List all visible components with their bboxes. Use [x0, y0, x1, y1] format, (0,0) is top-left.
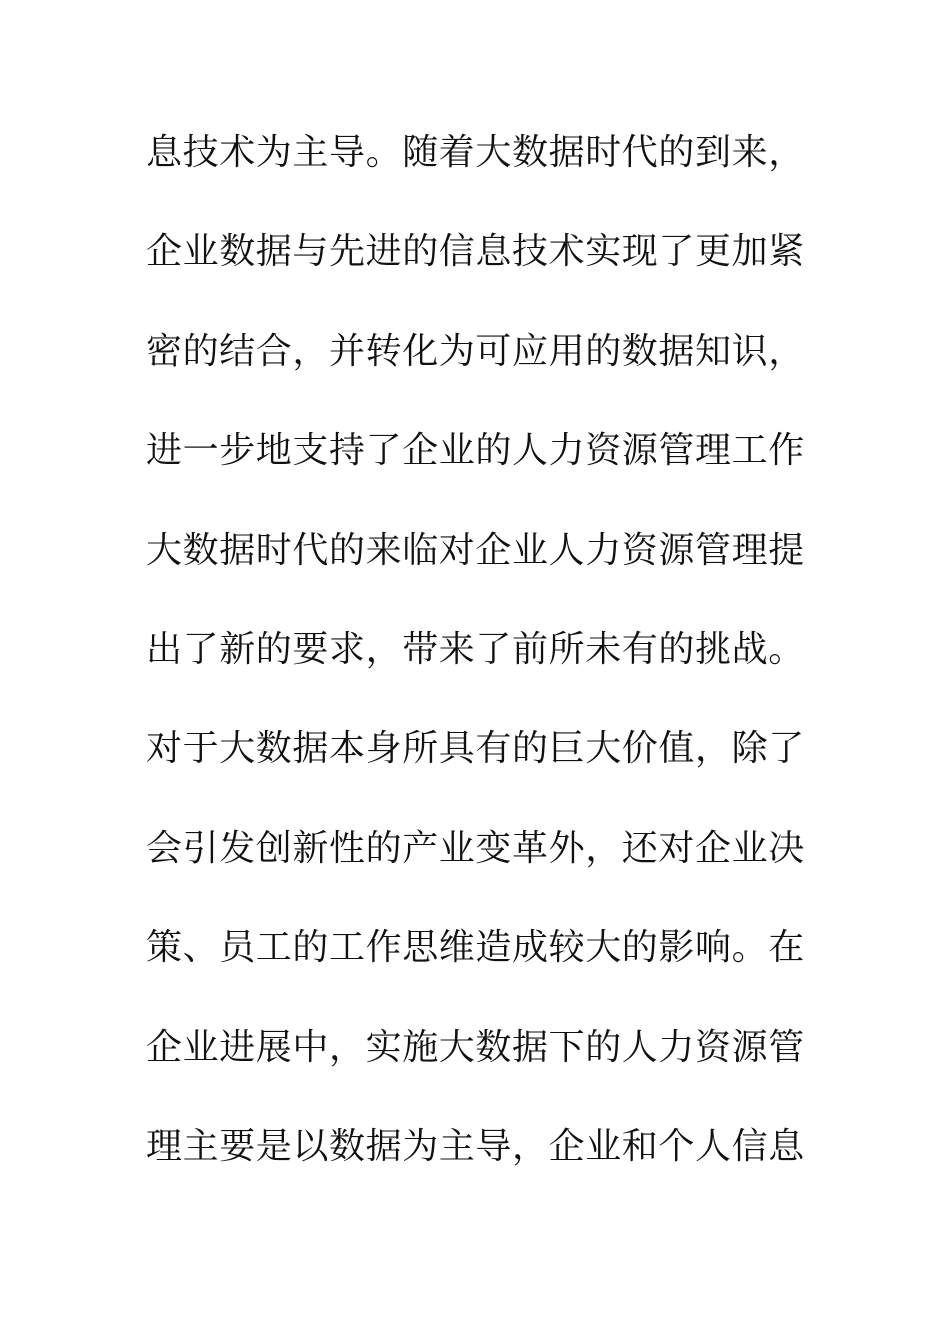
text-line: 理主要是以数据为主导，企业和个人信息 [146, 1125, 805, 1167]
text-line: 息技术为主导。随着大数据时代的到来， [146, 132, 805, 173]
text-line: 企业数据与先进的信息技术实现了更加紧 [146, 231, 805, 273]
text-line: 出了新的要求，带来了前所未有的挑战。 [146, 628, 805, 670]
text-line: 密的结合，并转化为可应用的数据知识， [146, 330, 805, 372]
text-line: 企业进展中，实施大数据下的人力资源管 [146, 1026, 805, 1068]
body-text [146, 123, 826, 1216]
text-line: 会引发创新性的产业变革外，还对企业决 [146, 827, 805, 869]
text-line: 进一步地支持了企业的人力资源管理工作 [146, 430, 805, 472]
text-line: 对于大数据本身所具有的巨大价值，除了 [146, 728, 805, 770]
text-line: 大数据时代的来临对企业人力资源管理提 [146, 529, 805, 571]
text-line: 策、员工的工作思维造成较大的影响。在 [146, 927, 805, 969]
